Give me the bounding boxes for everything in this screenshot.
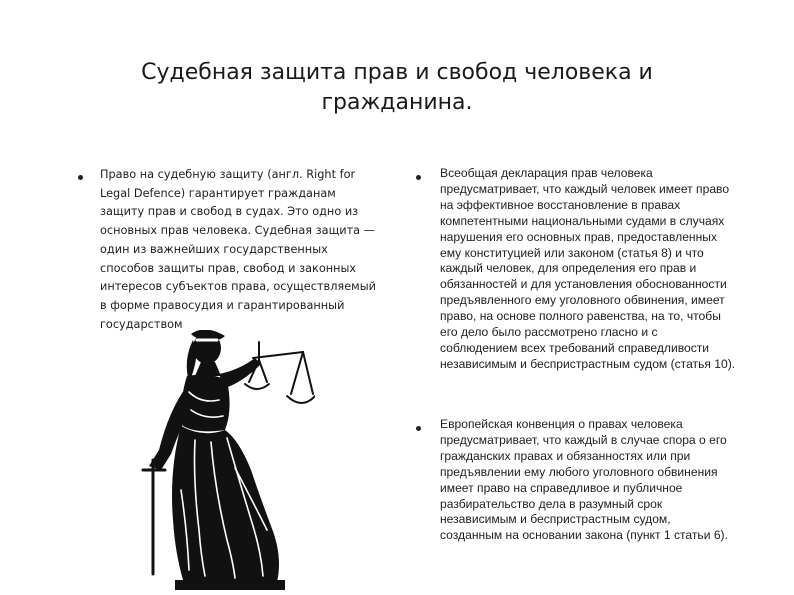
- bullet-dot: [78, 175, 83, 180]
- bullet-dot: [416, 175, 421, 180]
- left-bullet-text: Право на судебную защиту (англ. Right for Legal Defence) гарантирует гражданам защиту прав и свобод в судах. Это одно из основных прав человека. Судебная защита — один из важнейших государственных способов защиты прав, свобод и законных интересов субъектов права, осуществляемый в форме правосудия и гарантированный государством: [100, 168, 376, 331]
- lady-justice-icon: [135, 330, 315, 592]
- slide-title: Судебная защита прав и свобод человека и гражданина.: [141, 60, 653, 115]
- right-bullet-text-2: Европейская конвенция о правах человека предусматривает, что каждый в случае спора о его гражданских правах и обязанностях или при предъявлении ему любого уголовного обвинения имеет право на справедливое и публичное разбирательство дела в разумный срок независимым и беспристрастным судом, созданным на основании закона (пункт 1 статьи 6).: [440, 417, 728, 543]
- bullet-dot: [416, 426, 421, 431]
- right-bullet-text-1: Всеобщая декларация прав человека предусматривает, что каждый человек имеет право на эффективное восстановление в правах компетентными национальными судами в случаях нарушения его основных прав, предоставленных ему конституцией или законом (статья 8) и что каждый человек, для определения его прав и обязанностей и для установления обоснованности предъявленного ему уголовного обвинения, имеет право, на основе полного равенства, на то, чтобы его дело было рассмотрено гласно и с соблюдением всех требований справедливости независимым и беспристрастным судом (статья 10).: [440, 166, 736, 371]
